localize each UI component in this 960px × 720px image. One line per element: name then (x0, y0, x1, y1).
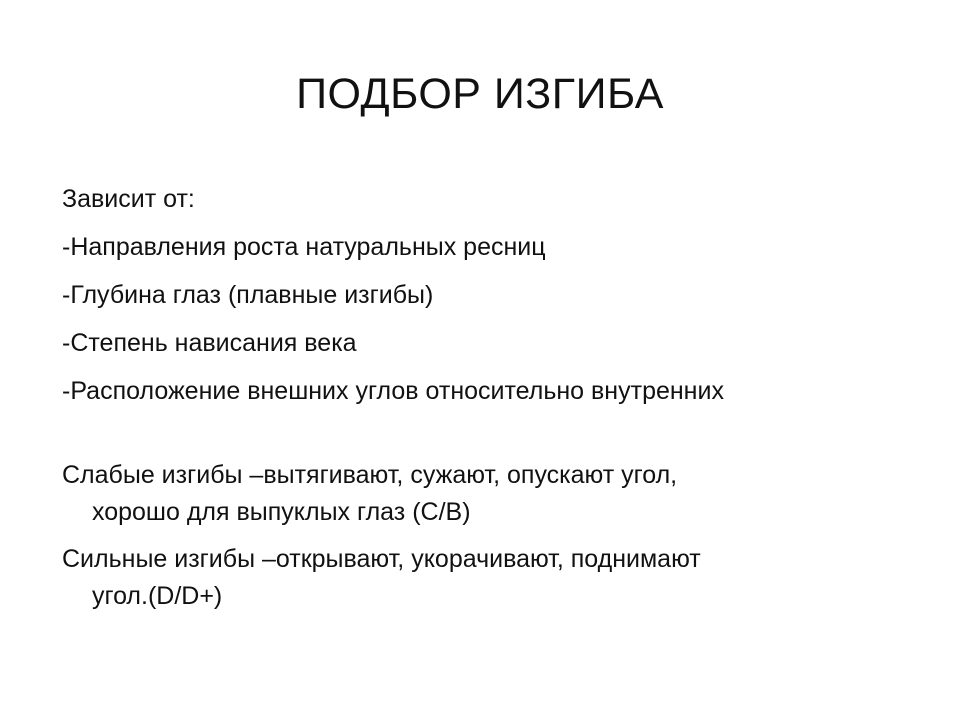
slide-body (62, 175, 922, 625)
spacer (62, 415, 922, 457)
weak-curves-line-1: Слабые изгибы –вытягивают, сужают, опускают угол, (62, 461, 678, 489)
strong-curves-line-1: Сильные изгибы –открывают, укорачивают, поднимают (62, 545, 701, 573)
factor-item: -Расположение внешних углов относительно внутренних (62, 377, 724, 405)
strong-curves-line-2: угол.(D/D+) (92, 582, 223, 610)
depends-label: Зависит от: (62, 185, 195, 213)
slide-title: ПОДБОР ИЗГИБА (296, 70, 664, 118)
factor-item: -Степень нависания века (62, 329, 357, 357)
weak-curves-line-2: хорошо для выпуклых глаз (C/B) (92, 498, 471, 526)
factor-item: -Направления роста натуральных ресниц (62, 233, 546, 261)
weak-curves-paragraph (62, 457, 922, 531)
factor-item: -Глубина глаз (плавные изгибы) (62, 281, 434, 309)
strong-curves-paragraph (62, 541, 922, 615)
